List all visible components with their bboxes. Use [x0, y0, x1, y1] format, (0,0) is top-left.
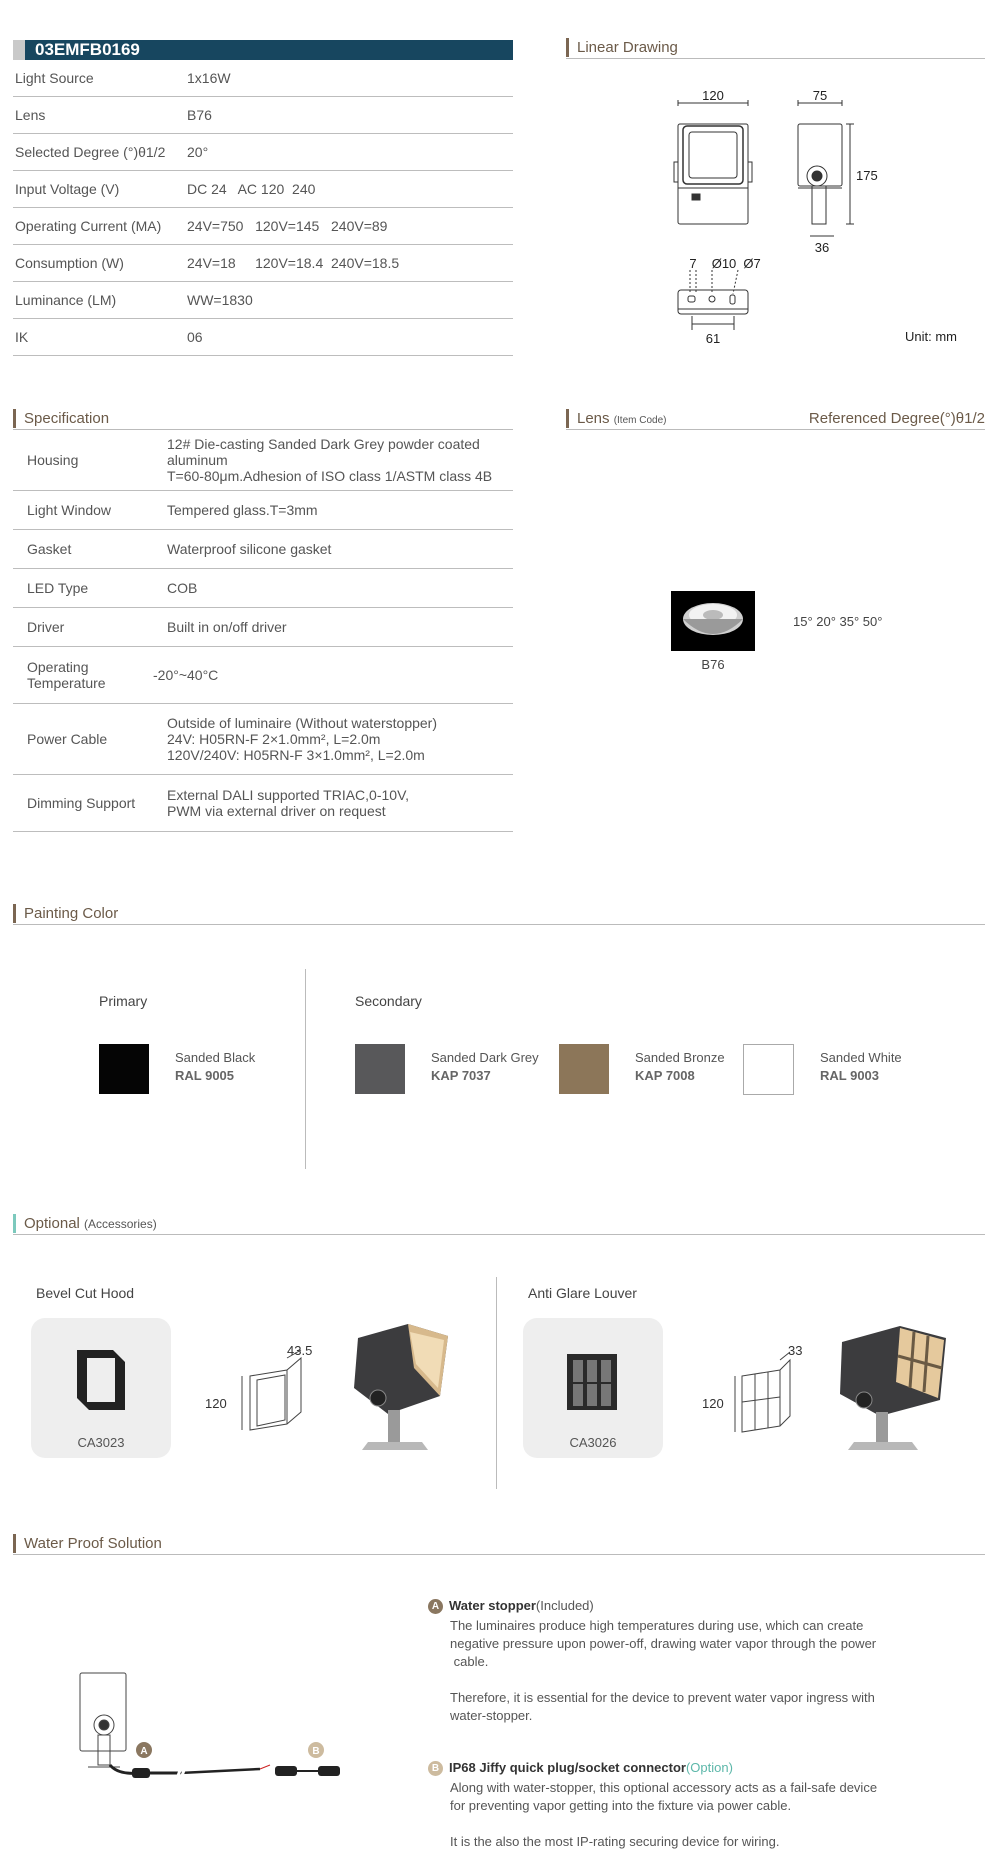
bevel-hood-dimension-drawing [205, 1340, 315, 1440]
spec-value-line: -20°~40°C [153, 667, 219, 683]
product-row-label: Light Source [15, 70, 94, 86]
dim-front-width: 120 [702, 88, 724, 103]
product-row [13, 282, 513, 319]
bevel-hood-product-image [348, 1318, 458, 1458]
spec-row-value [167, 502, 513, 518]
spec-value-line: Built in on/off driver [167, 619, 287, 635]
spec-row-label: LED Type [27, 580, 89, 596]
lens-item-code: B76 [701, 657, 725, 672]
spec-value-line: 120V/240V: H05RN-F 3×1.0mm², L=2.0m [167, 747, 425, 763]
dim-hole2: Ø10 [711, 256, 737, 271]
spec-row [13, 491, 513, 530]
louver-dimension-drawing [700, 1340, 810, 1440]
color-sanded-bronze: Sanded Bronze KAP 7008 [635, 1050, 725, 1083]
product-row-value: 1x16W [187, 70, 231, 86]
product-row [13, 245, 513, 282]
specification-title: Specification [13, 409, 109, 428]
lens-title-text: Lens [577, 410, 610, 427]
dim-bottom-width: 61 [705, 331, 721, 346]
swatch-sanded-white [743, 1044, 794, 1095]
painting-color-title: Painting Color [13, 904, 118, 923]
spec-row [13, 775, 513, 832]
product-row [13, 171, 513, 208]
product-row-value: 24V=18 120V=18.4 240V=18.5 [187, 255, 400, 271]
spec-row-label: Housing [27, 452, 79, 468]
product-row [13, 97, 513, 134]
color-sanded-black: Sanded Black RAL 9005 [175, 1050, 256, 1083]
swatch-sanded-dark-grey [355, 1044, 405, 1094]
spec-value-line: aluminum [167, 452, 228, 468]
product-table [13, 40, 513, 356]
accessory-code-2: CA3026 [569, 1435, 617, 1450]
spec-row [13, 430, 513, 491]
spec-value-line: Tempered glass.T=3mm [167, 502, 318, 518]
optional-title-text: Optional [24, 1215, 80, 1232]
product-row-label: Luminance (LM) [15, 292, 117, 308]
spec-row-label: Power Cable [27, 731, 108, 747]
spec-value-line: T=60-80μm.Adhesion of ISO class 1/ASTM class 4B [167, 468, 493, 484]
spec-row [13, 704, 513, 775]
lens-title [566, 409, 667, 428]
dim-d-2: 33 [788, 1343, 803, 1358]
spec-row [13, 530, 513, 569]
swatch-sanded-bronze [559, 1044, 609, 1094]
waterproof-diagram [70, 1665, 360, 1785]
product-code: 03EMFB0169 [13, 40, 513, 60]
spec-row-label: Dimming Support [27, 795, 136, 811]
spec-row [13, 647, 513, 704]
linear-drawing-title: Linear Drawing [566, 38, 678, 57]
water-stopper-heading: A Water stopper(Included) [428, 1597, 888, 1615]
divider [13, 1234, 985, 1235]
product-row-label: Selected Degree (°)θ1/2 [15, 144, 166, 160]
spec-value-line: COB [167, 580, 198, 596]
product-row-label: IK [15, 329, 29, 345]
diagram-badge-a: A [140, 1746, 148, 1757]
product-row [13, 319, 513, 356]
product-row [13, 60, 513, 97]
dim-d-1: 43.5 [287, 1343, 313, 1358]
lens-b76-image [671, 591, 755, 651]
divider [13, 1554, 985, 1555]
specification-table [13, 430, 513, 832]
spec-value-line: Waterproof silicone gasket [167, 541, 332, 557]
accessory-card-2 [523, 1318, 663, 1458]
spec-value-line: Outside of luminaire (Without waterstopper) [167, 715, 437, 731]
color-sanded-dark-grey: Sanded Dark Grey KAP 7037 [431, 1050, 539, 1083]
spec-row-label: Driver [27, 619, 65, 635]
product-row-value: DC 24 AC 120 240 [187, 181, 316, 197]
product-row-label: Lens [15, 107, 46, 123]
lens-degrees: 15° 20° 35° 50° [793, 614, 883, 629]
product-row-label: Consumption (W) [15, 255, 124, 271]
divider [566, 429, 985, 430]
spec-row [13, 569, 513, 608]
primary-label: Primary [99, 993, 148, 1009]
unit-label: Unit: mm [905, 329, 957, 344]
product-rows [13, 60, 513, 356]
dim-h-2: 120 [702, 1396, 724, 1411]
product-row-label: Input Voltage (V) [15, 181, 120, 197]
louver-product-image [836, 1318, 956, 1458]
spec-row-label: Gasket [27, 541, 72, 557]
dim-h-1: 120 [205, 1396, 227, 1411]
accessory-code-1: CA3023 [77, 1435, 125, 1450]
spec-value-line: 24V: H05RN-F 2×1.0mm², L=2.0m [167, 731, 381, 747]
spec-row-value [167, 436, 513, 484]
waterproof-title: Water Proof Solution [13, 1534, 162, 1553]
spec-value-line: PWM via external driver on request [167, 803, 386, 819]
jiffy-connector-section: B IP68 Jiffy quick plug/socket connector(Option) Along with water-stopper, this optional accessory acts as a fail-safe device for preventing vapor getting into the fixture via power cable. It is the also the most IP-rating securing device for wiring. [428, 1759, 888, 1851]
dim-hole3: Ø7 [743, 256, 761, 271]
divider [566, 58, 985, 59]
spec-row-label: Light Window [27, 502, 112, 518]
badge-b: B [428, 1761, 443, 1776]
spec-value-line: 12# Die-casting Sanded Dark Grey powder coated [167, 436, 480, 452]
accessory-divider [496, 1277, 497, 1489]
swatch-sanded-black [99, 1044, 149, 1094]
product-row-value: B76 [187, 107, 212, 123]
optional-title [13, 1214, 157, 1233]
water-stopper-section: A Water stopper(Included) The luminaires produce high temperatures during use, which can create negative pressure upon power-off, drawing water vapor through the power cable. Therefore, it is essential for the device to prevent water vapor ingress with water-stopper. [428, 1597, 888, 1725]
diagram-badge-b: B [312, 1746, 320, 1757]
dim-side-width: 75 [812, 88, 828, 103]
spec-row-value [153, 667, 513, 683]
spec-row-value [167, 715, 513, 763]
spec-row-value [167, 541, 513, 557]
linear-drawing-svg [640, 88, 878, 350]
badge-a: A [428, 1599, 443, 1614]
spec-row [13, 608, 513, 647]
product-row-value: 20° [187, 144, 209, 160]
spec-row-value [167, 619, 513, 635]
spec-row-label: Operating Temperature [27, 659, 106, 691]
secondary-label: Secondary [355, 993, 422, 1009]
dim-hole1: 7 [689, 256, 697, 271]
color-sanded-white: Sanded White RAL 9003 [820, 1050, 902, 1083]
bevel-hood-icon [73, 1348, 129, 1412]
anti-glare-louver-icon [565, 1352, 621, 1412]
spec-value-line: External DALI supported TRIAC,0-10V, [167, 787, 410, 803]
referenced-degree-title: Referenced Degree(°)θ1/2 [808, 410, 985, 427]
product-row-label: Operating Current (MA) [15, 218, 162, 234]
product-row-value: 06 [187, 329, 203, 345]
product-row [13, 208, 513, 245]
jiffy-connector-heading: B IP68 Jiffy quick plug/socket connector(Option) [428, 1759, 888, 1777]
dim-base: 36 [814, 240, 830, 255]
accessory-card-1 [31, 1318, 171, 1458]
spec-row-value [167, 580, 513, 596]
product-row-value: 24V=750 120V=145 240V=89 [187, 218, 388, 234]
divider [13, 924, 985, 925]
accessory-name-1: Bevel Cut Hood [36, 1285, 135, 1301]
spec-row-value [167, 787, 513, 819]
accessory-name-2: Anti Glare Louver [528, 1285, 637, 1301]
lens-title-sub: (Item Code) [613, 415, 667, 426]
color-divider [305, 969, 306, 1169]
dim-height: 175 [856, 168, 878, 183]
optional-title-sub: (Accessories) [84, 1217, 157, 1231]
product-row [13, 134, 513, 171]
product-row-value: WW=1830 [187, 292, 253, 308]
